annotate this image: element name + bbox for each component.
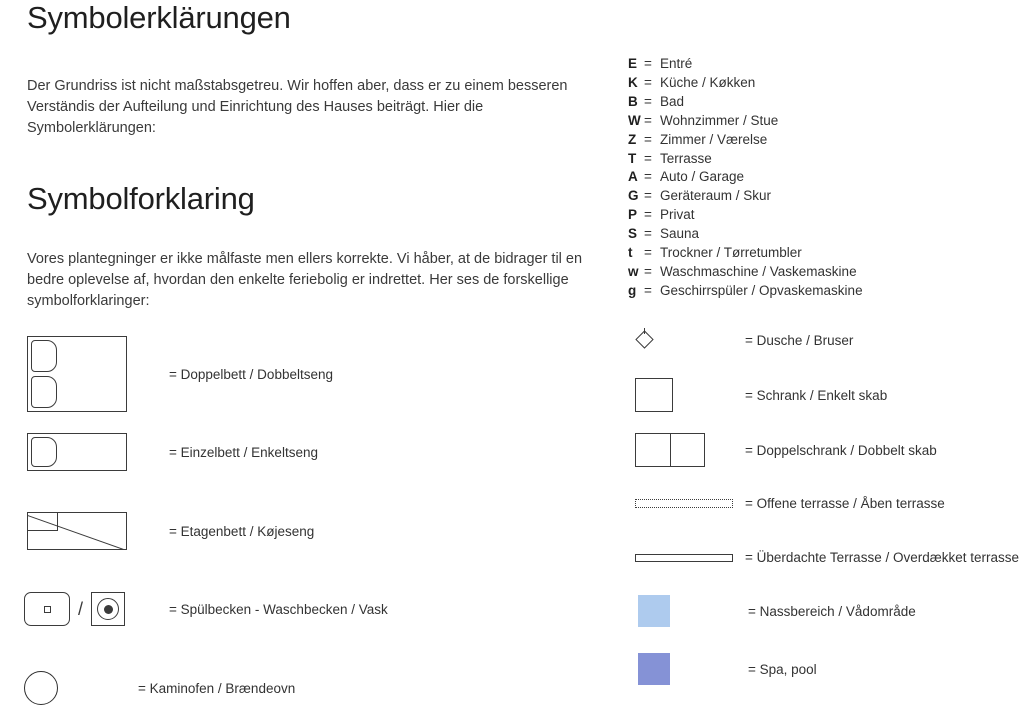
wet-area-swatch	[638, 595, 748, 627]
letter-key: E	[628, 56, 638, 71]
letter-key: P	[628, 207, 638, 223]
letter-equals: =	[644, 93, 652, 109]
legend-item-shower	[635, 330, 853, 350]
legend-item-roofed-terrace	[635, 550, 1019, 565]
letter-row	[628, 131, 1008, 150]
legend-label-sink: = Spülbecken - Waschbecken / Vask	[169, 601, 388, 617]
sink-separator: /	[78, 598, 84, 619]
letter-key: g	[628, 282, 637, 298]
stove-icon	[24, 671, 138, 705]
letter-key: G	[628, 188, 639, 204]
legend-label-wet-area: = Nassbereich / Vådområde	[748, 603, 916, 619]
letter-row	[628, 74, 1008, 93]
letter-row	[628, 225, 1008, 244]
double-bed-icon	[27, 336, 169, 412]
letter-key: W	[628, 112, 641, 128]
legend-label-roofed-terrace: = Überdachte Terrasse / Overdækket terrasse	[745, 550, 1019, 565]
letter-value: Sauna	[660, 226, 700, 242]
letter-row	[628, 168, 1008, 187]
spa-pool-swatch	[638, 653, 748, 685]
letter-value: Waschmaschine / Vaskemaskine	[660, 263, 857, 279]
sink-icon	[24, 592, 169, 626]
page-title-de: Symbolerklärungen	[27, 0, 291, 35]
letter-equals: =	[644, 263, 652, 279]
letter-row	[628, 187, 1008, 206]
letter-equals: =	[644, 112, 652, 128]
intro-paragraph-dk: Vores plantegninger er ikke målfaste men ellers korrekte. Vi håber, at de bidrager til en bedre oplevelse af, hvordan den enkelte feriebolig er indrettet. Her ses de forskellige symbolforklaringer:	[27, 251, 583, 309]
letter-equals: =	[644, 226, 652, 242]
roofed-terrace-icon	[635, 554, 745, 562]
letter-key: T	[628, 150, 637, 166]
letter-value: Zimmer / Værelse	[660, 131, 768, 147]
letter-row	[628, 112, 1008, 131]
letter-row	[628, 93, 1008, 112]
legend-item-double-bed	[27, 336, 333, 412]
letter-row	[628, 150, 1008, 169]
shower-icon	[635, 330, 745, 350]
legend-item-wet-area	[638, 595, 916, 627]
letter-value: Bad	[660, 93, 685, 109]
legend-item-spa-pool	[638, 653, 817, 685]
legend-label-bunk-bed: = Etagenbett / Køjeseng	[169, 523, 315, 539]
letter-value: Auto / Garage	[660, 169, 745, 185]
legend-item-open-terrace	[635, 496, 945, 511]
letter-key: t	[628, 245, 633, 261]
letter-key: K	[628, 74, 638, 90]
single-bed-icon	[27, 433, 169, 471]
legend-label-single-cabinet: = Schrank / Enkelt skab	[745, 387, 888, 403]
bunk-bed-icon	[27, 512, 169, 550]
letter-row	[628, 55, 1008, 74]
legend-item-double-cabinet	[635, 433, 937, 467]
title-dk-wrapper	[27, 181, 607, 217]
page-title-dk: Symbolforklaring	[27, 181, 255, 216]
letter-row	[628, 263, 1008, 282]
letter-value: Geschirrspüler / Opvaskemaskine	[660, 282, 863, 298]
letter-value: Wohnzimmer / Stue	[660, 112, 779, 128]
open-terrace-icon	[635, 499, 745, 508]
letter-equals: =	[644, 188, 652, 204]
legend-item-sink	[24, 592, 388, 626]
legend-label-double-bed: = Doppelbett / Dobbeltseng	[169, 366, 333, 382]
letter-equals: =	[644, 169, 652, 185]
legend-label-single-bed: = Einzelbett / Enkeltseng	[169, 444, 318, 460]
legend-item-single-bed	[27, 433, 318, 471]
single-cabinet-icon	[635, 378, 745, 412]
letter-key: Z	[628, 131, 637, 147]
letter-value: Geräteraum / Skur	[660, 188, 772, 204]
letter-value: Entré	[660, 56, 693, 71]
letter-equals: =	[644, 131, 652, 147]
letter-equals: =	[644, 282, 652, 298]
letter-equals: =	[644, 150, 652, 166]
letter-row	[628, 206, 1008, 225]
letter-equals: =	[644, 207, 652, 223]
letter-key: A	[628, 169, 638, 185]
letter-row	[628, 282, 1008, 301]
letter-equals: =	[644, 245, 652, 261]
legend-item-bunk-bed	[27, 512, 314, 550]
legend-label-shower: = Dusche / Bruser	[745, 332, 854, 348]
letter-equals: =	[644, 74, 652, 90]
legend-label-spa-pool: = Spa, pool	[748, 661, 817, 677]
legend-item-single-cabinet	[635, 378, 887, 412]
letter-row	[628, 244, 1008, 263]
letter-key: B	[628, 93, 638, 109]
letter-value: Terrasse	[660, 150, 712, 166]
legend-label-double-cabinet: = Doppelschrank / Dobbelt skab	[745, 442, 937, 458]
room-letter-list	[628, 55, 1008, 301]
legend-label-open-terrace: = Offene terrasse / Åben terrasse	[745, 496, 945, 511]
letter-key: S	[628, 226, 638, 242]
legend-label-stove: = Kaminofen / Brændeovn	[138, 680, 296, 696]
intro-paragraph-de: Der Grundriss ist nicht maßstabsgetreu. Wir hoffen aber, dass er zu einem besseren Verständis der Aufteilung und Einrichtung des Hauses beiträgt. Hier die Symbolerklärungen:	[27, 78, 568, 136]
legend-item-stove	[24, 671, 295, 705]
letter-equals: =	[644, 56, 652, 71]
letter-value: Privat	[660, 207, 695, 223]
letter-value: Trockner / Tørretumbler	[660, 245, 802, 261]
letter-key: w	[628, 263, 639, 279]
left-text-column	[27, 0, 607, 312]
double-cabinet-icon	[635, 433, 745, 467]
letter-value: Küche / Køkken	[660, 74, 756, 90]
